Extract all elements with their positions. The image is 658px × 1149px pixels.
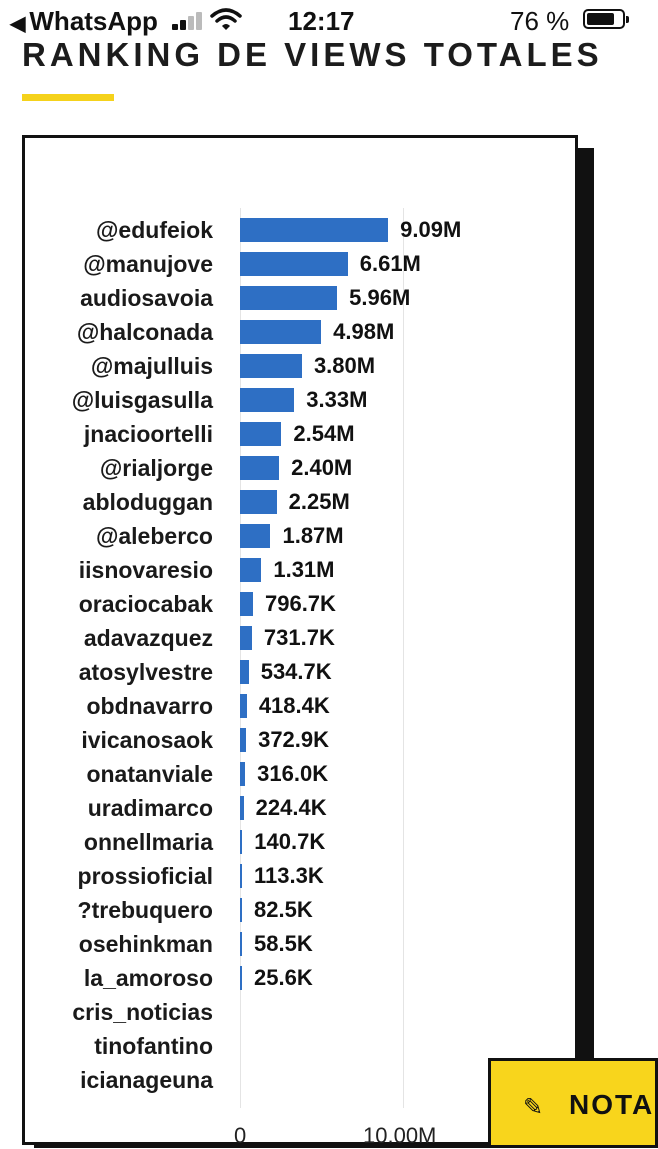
category-label: icianageuna — [80, 1067, 213, 1093]
category-label: @luisgasulla — [71, 387, 213, 413]
bar — [240, 796, 244, 820]
category-label: @manujove — [83, 251, 213, 277]
pencil-icon: ✎ — [523, 1094, 544, 1121]
category-label: prossioficial — [77, 863, 213, 889]
value-label: 2.25M — [288, 489, 350, 514]
value-label: 4.98M — [333, 319, 395, 344]
value-label: 372.9K — [258, 727, 330, 752]
category-label: onnellmaria — [83, 829, 213, 855]
value-label: 9.09M — [400, 217, 462, 242]
bar — [240, 218, 388, 242]
nota-label: NOTA — [569, 1089, 655, 1120]
category-label: adavazquez — [83, 625, 213, 651]
category-label: oraciocabak — [78, 591, 213, 617]
bar — [240, 490, 277, 514]
bar — [240, 966, 242, 990]
bar — [240, 524, 270, 548]
wifi-icon — [210, 8, 242, 32]
bar — [240, 592, 253, 616]
bar — [240, 728, 246, 752]
signal-icon — [172, 12, 206, 30]
nota-button[interactable] — [488, 1058, 658, 1148]
category-label: audiosavoia — [80, 285, 213, 311]
bar — [240, 354, 302, 378]
value-label: 796.7K — [264, 591, 336, 616]
value-label: 58.5K — [254, 931, 313, 956]
bar — [240, 660, 249, 684]
clock: 12:17 — [288, 6, 355, 36]
category-label: ivicanosaok — [81, 727, 213, 753]
category-label: uradimarco — [87, 795, 213, 821]
value-label: 82.5K — [254, 897, 313, 922]
x-tick-label: 0 — [234, 1123, 247, 1148]
value-label: 1.87M — [282, 523, 344, 548]
category-label: onatanviale — [86, 761, 213, 787]
bar — [240, 388, 294, 412]
bar — [240, 694, 247, 718]
value-label: 2.54M — [293, 421, 355, 446]
value-label: 140.7K — [254, 829, 326, 854]
bar — [240, 252, 348, 276]
bar — [240, 456, 279, 480]
value-label: 1.31M — [273, 557, 335, 582]
category-label: la_amoroso — [83, 965, 213, 991]
bar — [240, 320, 321, 344]
category-label: jnacioortelli — [83, 421, 213, 447]
bar — [240, 558, 261, 582]
page-title: RANKING DE VIEWS TOTALES — [22, 36, 603, 73]
category-label: @aleberco — [95, 523, 213, 549]
x-tick-label: 10.00M — [363, 1123, 437, 1148]
value-label: 3.80M — [313, 353, 376, 378]
category-label: iisnovaresio — [78, 557, 213, 583]
value-label: 3.33M — [306, 387, 368, 412]
chart-card — [22, 135, 578, 1148]
bar — [240, 626, 252, 650]
category-label: ?trebuquero — [77, 897, 213, 923]
back-app-label: WhatsApp — [29, 6, 158, 36]
value-label: 534.7K — [260, 659, 332, 684]
category-label: @rialjorge — [99, 455, 213, 481]
bar — [240, 898, 242, 922]
category-label: abloduggan — [82, 489, 213, 515]
bar — [240, 762, 245, 786]
bar — [240, 830, 242, 854]
bar — [240, 932, 242, 956]
value-label: 6.61M — [359, 251, 421, 276]
bar — [240, 422, 281, 446]
bar — [240, 864, 242, 888]
category-label: cris_noticias — [72, 999, 213, 1025]
category-label: tinofantino — [94, 1033, 213, 1059]
title-underline — [22, 94, 114, 101]
battery-icon — [583, 9, 625, 29]
category-label: atosylvestre — [78, 659, 213, 685]
category-label: osehinkman — [78, 931, 213, 957]
value-label: 316.0K — [257, 761, 329, 786]
value-label: 25.6K — [254, 965, 313, 990]
value-label: 731.7K — [263, 625, 335, 650]
value-label: 5.96M — [349, 285, 411, 310]
back-to-whatsapp[interactable] — [10, 6, 158, 37]
back-arrow-icon: ◀ — [10, 13, 26, 35]
category-label: @halconada — [76, 319, 213, 345]
category-label: @edufeiok — [96, 217, 213, 243]
value-label: 2.40M — [291, 455, 353, 480]
status-bar — [0, 0, 640, 40]
value-label: 224.4K — [255, 795, 327, 820]
gridline — [403, 208, 404, 1108]
value-label: 418.4K — [258, 693, 330, 718]
value-label: 113.3K — [254, 863, 324, 888]
bar — [240, 286, 337, 310]
battery-percent: 76 % — [510, 6, 570, 36]
category-label: obdnavarro — [86, 693, 213, 719]
category-label: @majulluis — [90, 353, 213, 379]
